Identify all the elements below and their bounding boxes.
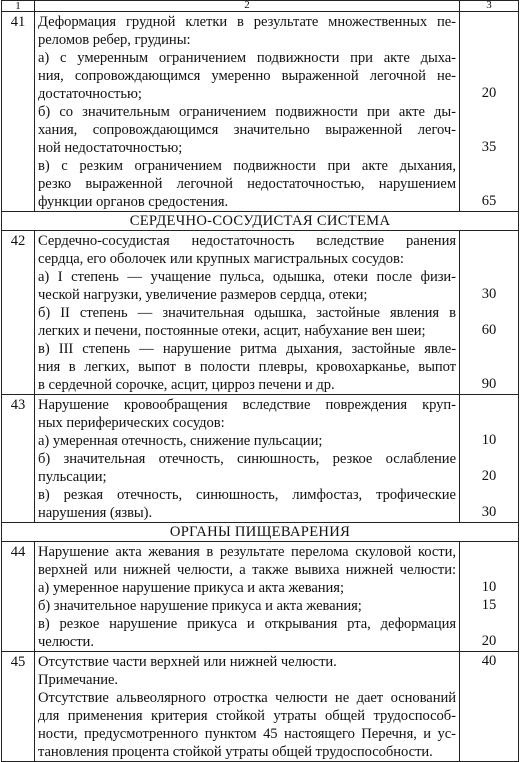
section-row-digestive [2,523,519,542]
text-line: хания, сопровождающимся значительно выраженной легоч- [38,122,456,138]
item-number: 41 [2,12,35,212]
item-description [35,652,460,762]
col-number-2: 2 [35,1,460,12]
text-line: пульсации; [38,469,107,485]
text-line: легких и печени, постоянные отеки, асцит, набухание вен шеи; [38,323,426,339]
text-line: в) резкая отечность, синюшность, лимфостаз, трофические [38,487,456,503]
percent-value: 40 [481,653,497,669]
percent-value: 90 [481,376,497,392]
text-line: верхней или нижней челюсти, а также вывиха нижней челюсти: [38,562,456,578]
text-line: Сердечно-сосудистая недостаточность вследствие ранения [38,233,456,249]
text-line: Нарушение акта жевания в результате перелома скуловой кости, [38,544,456,560]
percent-value: 65 [481,193,497,209]
section-title: ОРГАНЫ ПИЩЕВАРЕНИЯ [2,523,519,542]
percent-cell [460,542,519,652]
text-line: Отсутствие альвеолярного отростка челюсти не дает оснований [38,690,456,706]
percent-value: 20 [481,85,497,101]
text-line: б) со значительным ограничением подвижности при акте ды- [38,104,456,120]
text-line: в) резкое нарушение прикуса и открывания рта, деформация [38,616,456,632]
text-line: ния в легких, выпот в полости плевры, кровохарканье, выпот [38,359,456,375]
text-line: б) значительная отечность, синюшность, резкое ослабление [38,451,456,467]
text-line: для применения критерия стойкой утраты общей трудоспособ- [38,708,456,724]
text-line: б) II степень — значительная одышка, застойные явления в [38,305,456,321]
percent-cell [460,395,519,523]
percent-value: 20 [481,633,497,649]
percent-cell [460,652,519,762]
item-number: 43 [2,395,35,523]
text-line: а) умеренная отечность, снижение пульсации; [38,433,323,449]
percent-value: 10 [481,579,497,595]
text-line: тановления процента стойкой утраты общей трудоспособности. [38,744,433,760]
text-line: достаточностью; [38,86,142,102]
section-title: СЕРДЕЧНО-СОСУДИСТАЯ СИСТЕМА [2,212,519,231]
item-number: 45 [2,652,35,762]
table-row-45 [2,652,519,762]
percent-value: 60 [481,322,497,338]
text-line: реломов ребер, грудины: [38,32,191,48]
text-line: сердца, его оболочек или крупных магистральных сосудов: [38,251,404,267]
section-row-cardio [2,212,519,231]
text-line: функции органов средостения. [38,194,229,210]
table-row-43 [2,395,519,523]
item-description [35,542,460,652]
table-row-41 [2,12,519,212]
percent-value: 30 [481,286,497,302]
text-line: б) значительное нарушение прикуса и акта жевания; [38,598,362,614]
text-line: резко выраженной легочной недостаточностью, нарушением [38,176,456,192]
text-line: в сердечной сорочке, асцит, цирроз печени и др. [38,377,335,393]
column-number-row [2,1,519,12]
col-number-3: 3 [460,1,519,12]
item-description [35,12,460,212]
text-line: а) I степень — учащение пульса, одышка, отеки после физи- [38,269,456,285]
text-line: челюсти. [38,634,94,650]
text-line: ности, предусмотренного пунктом 45 настоящего Перечня, и ус- [38,726,456,742]
item-description [35,231,460,395]
text-line: в) с резким ограничением подвижности при акте дыхания, [38,158,456,174]
text-line: ческой нагрузки, увеличение размеров сердца, отеки; [38,287,368,303]
text-line: в) III степень — нарушение ритма дыхания, застойные явле- [38,341,456,357]
text-line: Примечание. [38,672,119,688]
text-line: ных периферических сосудов: [38,415,225,431]
text-line: а) с умеренным ограничением подвижности при акте дыха- [38,50,456,66]
text-line: нарушения (язвы). [38,505,153,521]
table-row-44 [2,542,519,652]
text-line: Деформация грудной клетки в результате множественных пе- [38,14,456,30]
text-line: ной недостаточностью; [38,140,183,156]
injury-table [1,0,519,762]
percent-value: 35 [481,139,497,155]
text-line: а) умеренное нарушение прикуса и акта жевания; [38,580,344,596]
percent-value: 20 [481,468,497,484]
text-line: Нарушение кровообращения вследствие повреждения круп- [38,397,456,413]
percent-value: 10 [481,432,497,448]
text-line: Отсутствие части верхней или нижней челюсти. [38,654,337,670]
percent-value: 30 [481,504,497,520]
percent-cell [460,12,519,212]
item-description [35,395,460,523]
percent-value: 15 [481,597,497,613]
col-number-1: 1 [2,1,35,12]
percent-cell [460,231,519,395]
table-row-42 [2,231,519,395]
item-number: 44 [2,542,35,652]
item-number: 42 [2,231,35,395]
text-line: ния, сопровождающимся умеренно выраженной легочной не- [38,68,456,84]
